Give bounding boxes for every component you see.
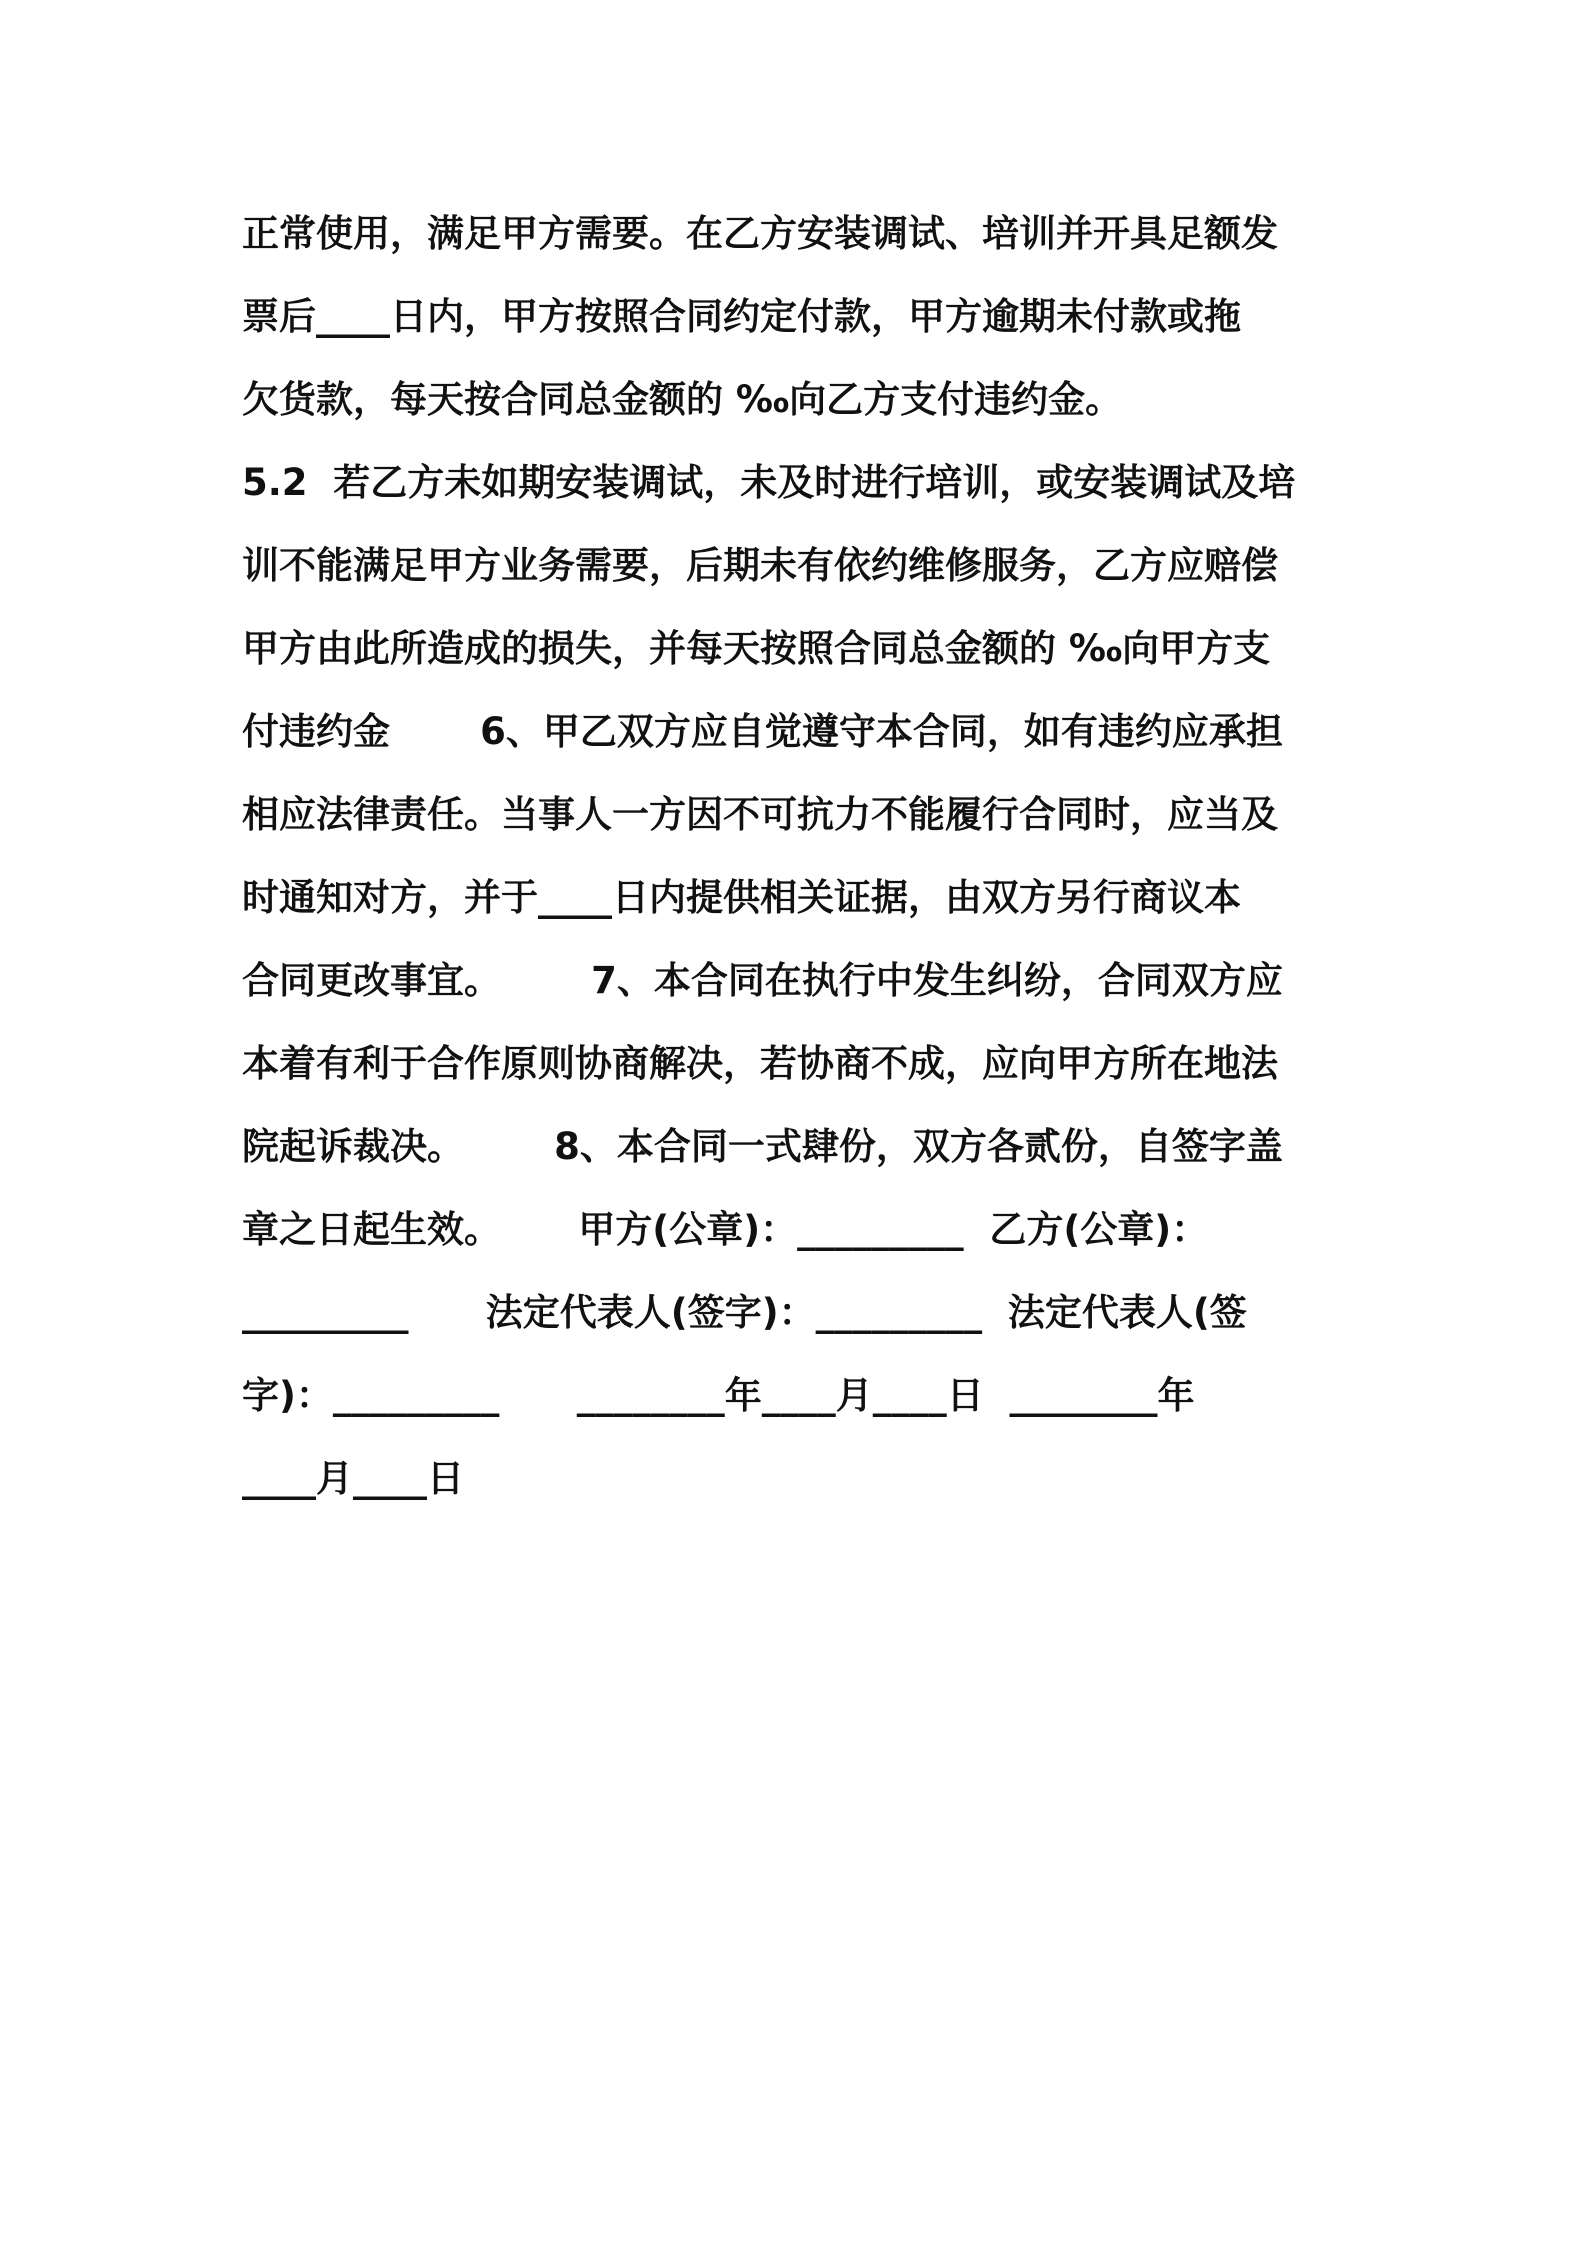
text-line: 章之日起生效。 甲方(公章)：_________ 乙方(公章)： — [242, 1208, 1209, 1251]
text-line: 院起诉裁决。 8、本合同一式肆份，双方各贰份，自签字盖 — [242, 1125, 1283, 1168]
text-line: 欠货款，每天按合同总金额的 ‰向乙方支付违约金。 — [242, 378, 1123, 421]
text-line: 训不能满足甲方业务需要，后期未有依约维修服务，乙方应赔偿 — [242, 544, 1278, 587]
text-line: 甲方由此所造成的损失，并每天按照合同总金额的 ‰向甲方支 — [242, 627, 1271, 670]
text-line: 付违约金 6、甲乙双方应自觉遵守本合同，如有违约应承担 — [242, 710, 1283, 753]
text-line: 合同更改事宜。 7、本合同在执行中发生纠纷，合同双方应 — [242, 959, 1283, 1002]
text-line: 5.2 若乙方未如期安装调试，未及时进行培训，或安装调试及培 — [242, 461, 1296, 504]
text-line: ____月____日 — [242, 1457, 464, 1500]
text-line: 正常使用，满足甲方需要。在乙方安装调试、培训并开具足额发 — [242, 212, 1278, 255]
text-line: 相应法律责任。当事人一方因不可抗力不能履行合同时，应当及 — [242, 793, 1278, 836]
text-line: 本着有利于合作原则协商解决，若协商不成，应向甲方所在地法 — [242, 1042, 1278, 1085]
text-line: 票后____日内，甲方按照合同约定付款，甲方逾期未付款或拖 — [242, 295, 1241, 338]
text-line: 时通知对方，并于____日内提供相关证据，由双方另行商议本 — [242, 876, 1241, 919]
text-line: 字)：_________ ________年____月____日 ________年 — [242, 1374, 1195, 1417]
text-line: _________ 法定代表人(签字)：_________ 法定代表人(签 — [242, 1291, 1247, 1334]
contract-body-text — [242, 192, 1352, 1520]
